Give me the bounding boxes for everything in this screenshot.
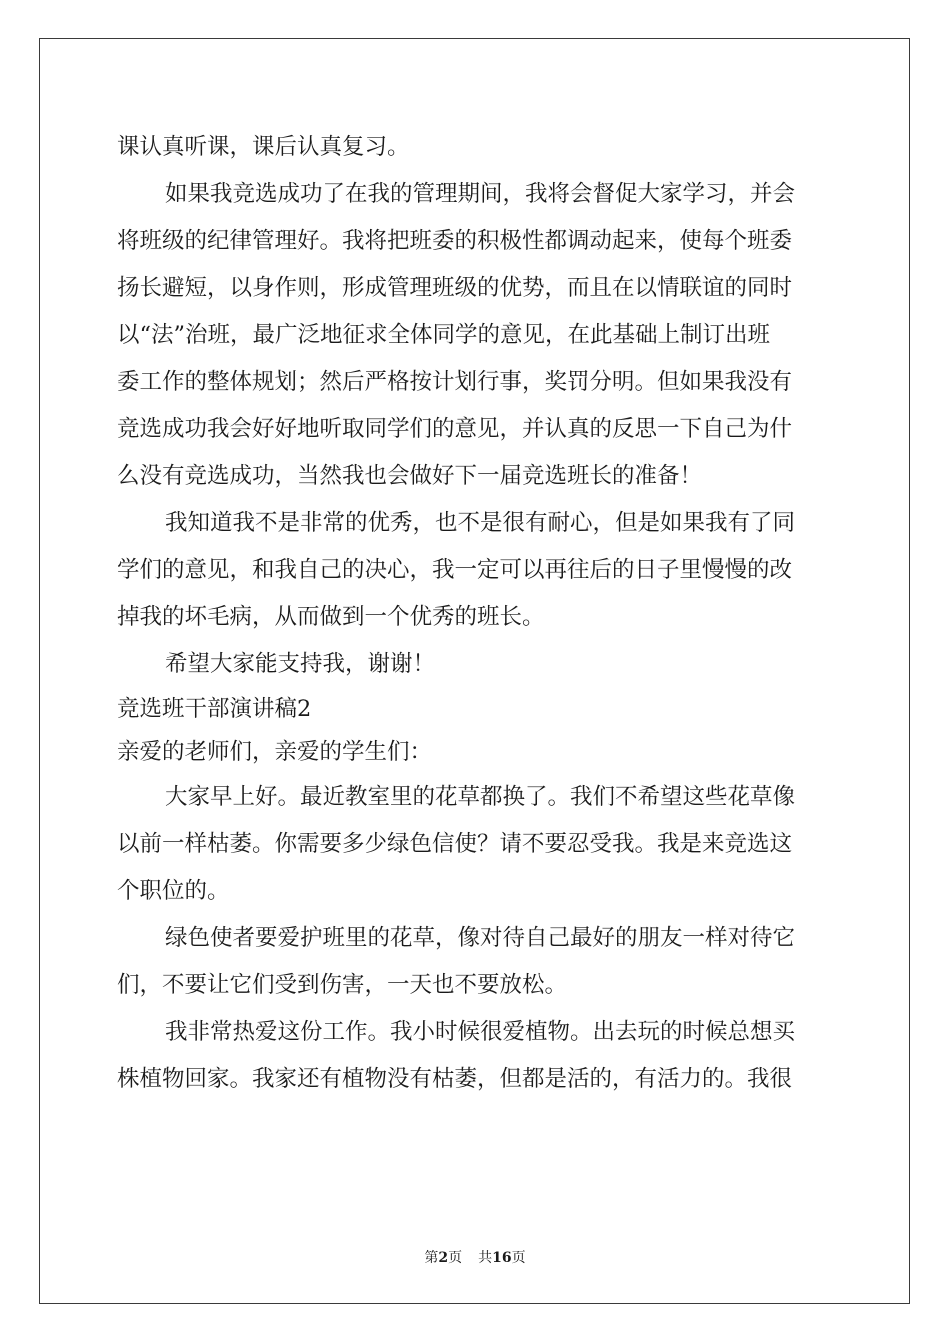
text-line: 大家早上好。最近教室里的花草都换了。我们不希望这些花草像 <box>165 784 796 810</box>
text-line: 希望大家能支持我，谢谢！ <box>165 651 436 677</box>
text-line: 学们的意见，和我自己的决心，我一定可以再往后的日子里慢慢的改 <box>117 557 793 583</box>
text-line: 扬长避短，以身作则，形成管理班级的优势，而且在以情联谊的同时 <box>117 275 793 301</box>
text-line: 掉我的坏毛病，从而做到一个优秀的班长。 <box>117 604 545 630</box>
text-line: 个职位的。 <box>117 878 230 904</box>
text-line: 绿色使者要爱护班里的花草，像对待自己最好的朋友一样对待它 <box>165 925 796 951</box>
text-line: 将班级的纪律管理好。我将把班委的积极性都调动起来，使每个班委 <box>117 228 793 254</box>
text-line: 株植物回家。我家还有植物没有枯萎，但都是活的，有活力的。我很 <box>117 1066 793 1092</box>
paragraph-block-1 <box>117 124 833 688</box>
text-line: 课认真听课，课后认真复习。 <box>117 134 410 160</box>
text-line: 如果我竞选成功了在我的管理期间，我将会督促大家学习，并会 <box>165 181 796 207</box>
footer-page-suffix: 页 <box>448 1250 463 1266</box>
footer-total-prefix: 共 <box>478 1250 493 1266</box>
paragraph-block-2 <box>117 774 833 1103</box>
footer-total-suffix: 页 <box>511 1250 526 1266</box>
text-line: 么没有竞选成功，当然我也会做好下一届竞选班长的准备！ <box>117 463 703 489</box>
text-line: 们，不要让它们受到伤害，一天也不要放松。 <box>117 972 568 998</box>
section-heading: 竞选班干部演讲稿2 <box>117 696 312 722</box>
text-line: 以“法”治班，最广泛地征求全体同学的意见，在此基础上制订出班 <box>117 322 771 348</box>
text-line: 我非常热爱这份工作。我小时候很爱植物。出去玩的时候总想买 <box>165 1019 796 1045</box>
document-body <box>117 124 833 1103</box>
text-line: 委工作的整体规划；然后严格按计划行事，奖罚分明。但如果我没有 <box>117 369 793 395</box>
page-footer <box>0 1247 950 1267</box>
text-line: 我知道我不是非常的优秀，也不是很有耐心，但是如果我有了同 <box>165 510 796 536</box>
footer-page-number: 2 <box>438 1250 449 1266</box>
footer-prefix: 第 <box>424 1250 439 1266</box>
text-line: 以前一样枯萎。你需要多少绿色信使？请不要忍受我。我是来竞选这 <box>117 831 793 857</box>
greeting-line: 亲爱的老师们，亲爱的学生们： <box>117 739 433 765</box>
footer-total-pages: 16 <box>492 1250 512 1266</box>
text-line: 竞选成功我会好好地听取同学们的意见，并认真的反思一下自己为什 <box>117 416 793 442</box>
